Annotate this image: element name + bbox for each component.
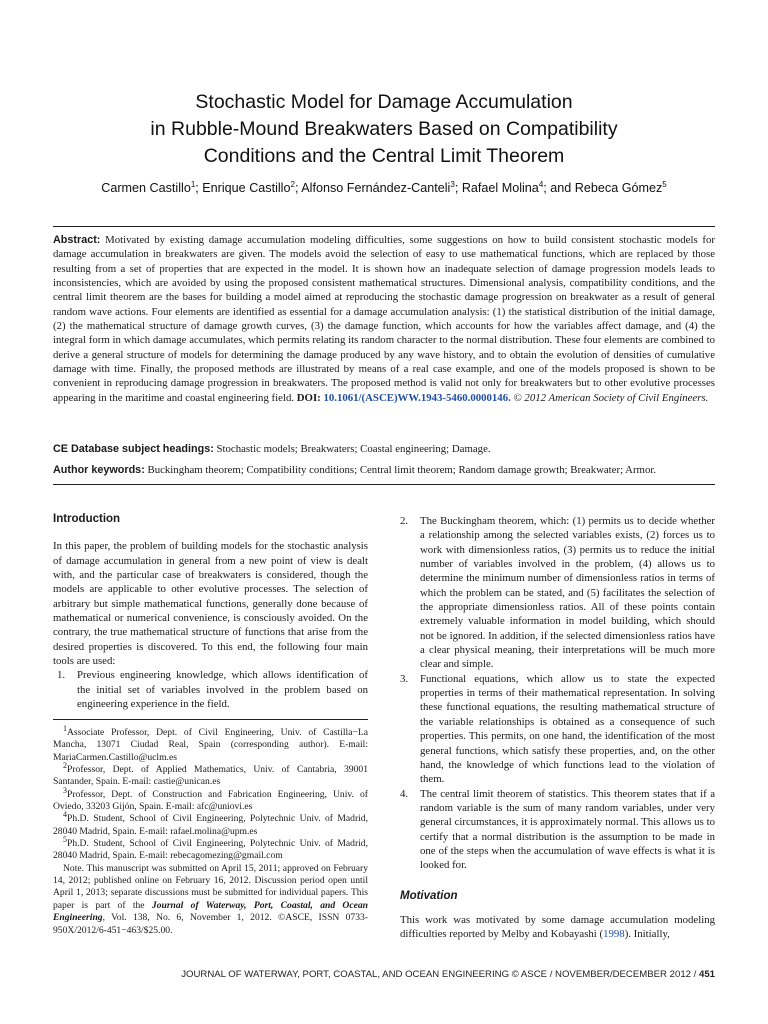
author-affiliation-marker: 3	[450, 179, 455, 189]
author-separator: ;	[294, 181, 302, 195]
list-item	[400, 672, 715, 787]
list-item-text: The Buckingham theorem, which: (1) permits us to decide whether a relationship among the selected variables exists, (2) forces us to work with dimensionless ratios, (3) permits us to reduce the initial number of variables involved in the problem, (4) allows us to determine the minimum number of dimensionless ratios in terms of which the problem can be stated, and (5) facilitates the selection of the appropriate dimensionless ratios. All of these points contain extremely valuable information in model building, which should not be ignored. In addition, if the selected dimensionless ratios have a clear physical meaning, their interpretations will be much more clear and simple.	[420, 515, 715, 671]
footnote-text: Professor, Dept. of Applied Mathematics, Univ. of Cantabria, 39001 Santander, Spain. E-mail: castie@unican.es	[53, 764, 368, 788]
author-separator: ; and	[543, 181, 575, 195]
footnote-marker: 4	[63, 810, 67, 820]
subject-headings-label: CE Database subject headings:	[53, 443, 214, 455]
footnote-marker: 3	[63, 785, 67, 795]
list-item-text: Previous engineering knowledge, which allows identification of the initial set of variables involved in the problem based on engineering experience in the field.	[77, 669, 368, 711]
list-item-number: 2.	[400, 515, 409, 527]
submission-note-rest: , Vol. 138, No. 6, November 1, 2012. ©ASCE, ISSN 0733-950X/2012/6-451−463/$25.00.	[53, 912, 368, 936]
footnote-text: Professor, Dept. of Construction and Fabrication Engineering, Univ. of Oviedo, 33203 Gijón, Spain. E-mail: afc@uniovi.es	[53, 788, 368, 813]
author-name: Enrique Castillo	[202, 181, 291, 195]
author-keywords-label: Author keywords:	[53, 464, 145, 476]
author-keywords	[53, 463, 715, 477]
list-item-number: 3.	[400, 672, 409, 685]
author-name: Carmen Castillo	[101, 181, 191, 195]
footnote-divider	[53, 719, 368, 720]
subject-headings-text: Stochastic models; Breakwaters; Coastal engineering; Damage.	[216, 443, 491, 455]
title-line: Conditions and the Central Limit Theorem	[203, 145, 565, 167]
author-affiliation-marker: 1	[190, 179, 196, 189]
footnote	[53, 810, 368, 838]
doi-link[interactable]: 10.1061/(ASCE)WW.1943-5460.0000146.	[323, 391, 511, 404]
keywords-divider	[53, 484, 715, 485]
footnote-text: Ph.D. Student, School of Civil Engineering, Polytechnic Univ. of Madrid, 28040 Madrid, Spain. E-mail: rafael.molina@upm.es	[53, 813, 368, 837]
left-column	[53, 512, 368, 711]
list-item-text: The central limit theorem of statistics. This theorem states that if a random variable is the sum of many random variables, under very general circumstances, it is approximately normal. This allows us to certify that a normal distribution is the assumption to be made in one of the steps when the accumulation of wave effects is what it is looked for.	[420, 787, 715, 872]
author-affiliation-marker: 5	[662, 179, 667, 189]
author-name: Rebeca Gómez	[574, 181, 663, 195]
footnote-text: Ph.D. Student, School of Civil Engineering, Polytechnic Univ. of Madrid, 28040 Madrid, Spain. E-mail: rebecagomezing@gmail.com	[53, 838, 368, 862]
list-item	[400, 514, 715, 672]
footnote	[53, 760, 368, 789]
motivation-text: This work was motivated by some damage accumulation modeling difficulties reported by Melby and Kobayashi (	[400, 913, 715, 941]
top-divider	[53, 226, 715, 227]
doi-label: DOI:	[296, 391, 321, 404]
right-column	[400, 514, 715, 942]
submission-note	[53, 863, 368, 937]
paper-title	[40, 89, 728, 170]
footer-journal-text: JOURNAL OF WATERWAY, PORT, COASTAL, AND OCEAN ENGINEERING © ASCE / NOVEMBER/DECEMBER 2012 /	[181, 969, 699, 980]
author-separator: ;	[195, 181, 203, 195]
author-separator: ;	[454, 181, 462, 195]
section-heading-introduction: Introduction	[53, 513, 121, 525]
submission-note-text: Note. This manuscript was submitted on April 15, 2011; approved on February 14, 2012; published online on February 16, 2012. Discussion period open until April 1, 2013; separate discussions must be submitted for individual papers. This paper is part of the	[53, 862, 368, 911]
title-line: Stochastic Model for Damage Accumulation	[195, 91, 573, 113]
section-heading-motivation: Motivation	[400, 889, 458, 902]
abstract-text: Motivated by existing damage accumulation modeling difficulties, some suggestions on how to build consistent stochastic models for damage accumulation in breakwaters are given. The models avoid the selection of easy to use mathematical functions, which are replaced by those resulting from a set of properties that are expected in the model. It is shown how an inadequate selection of damage progression models leads to inconsistencies, which are avoided by using the proposed consistent mathematical structures. Dimensional analysis, compatibility conditions, and the central limit theorem are the bases for building a model aimed at reproducing the stochastic damage progression on breakwater as a result of general random wave actions. Four elements are identified as essential for a damage accumulation analysis: (1) the statistical distribution of the initial damage, (2) the mathematical structure of damage growth curves, (3) the damage function, which accounts for how the variables affect damage, and (4) the integral form in which damage accumulates, which permits relating its random character to the normal distribution. These four elements are combined to derive a general structure of models for determining the damage produced by any wave history, and to obtain the evolution of densities of cumulative damage with time. Finally, the proposed methods are illustrated by means of a real case example, and one of the models proposed is shown to be convenient in reproducing damage progression in breakwaters. The proposed method is valid not only for breakwaters but to other evolutive processes appearing in the maritime and coastal engineering field.	[53, 234, 715, 404]
footnote-marker: 5	[63, 834, 67, 844]
list-item-number: 1.	[57, 669, 66, 682]
copyright-notice: © 2012 American Society of Civil Engineers.	[513, 391, 709, 404]
author-name: Rafael Molina	[461, 181, 539, 195]
abstract	[53, 233, 715, 405]
footnote-marker: 2	[63, 760, 67, 770]
journal-name: Journal of Waterway, Port, Coastal, and Ocean Engineering	[53, 899, 369, 924]
author-affiliation-marker: 4	[538, 179, 544, 189]
page-footer	[181, 969, 715, 980]
introduction-paragraph: In this paper, the problem of building models for the stochastic analysis of damage accumulation in general from a new point of view is dealt with, and the particular case of breakwaters is considered, though the models are applicable to other evolutive processes. The selection of arbitrary but simple mathematical functions, generally done because of mathematical or numerical convenience, is consciously avoided. On the contrary, the true mathematical structure of functions that arise from the desired properties is discovered. To this end, the following four main tools are used:	[53, 540, 368, 668]
list-item	[57, 668, 368, 711]
footnote	[53, 785, 368, 814]
page-number: 451	[698, 969, 715, 980]
footnote-text: Associate Professor, Dept. of Civil Engineering, Univ. of Castilla−La Mancha, 13071 Ciudad Real, Spain (corresponding author). E-mail: MariaCarmen.Castillo@uclm.es	[53, 727, 368, 763]
footnote-marker: 1	[63, 723, 67, 733]
author-name: Alfonso Fernández-Canteli	[301, 181, 451, 195]
author-keywords-text: Buckingham theorem; Compatibility conditions; Central limit theorem; Random damage growth; Breakwater; Armor.	[147, 464, 657, 476]
footnote	[53, 723, 368, 764]
citation-link[interactable]: 1998	[603, 928, 625, 941]
motivation-text-end: ). Initially,	[624, 928, 670, 941]
author-affiliation-marker: 2	[290, 179, 295, 189]
list-item-number: 4.	[400, 787, 409, 800]
author-list	[40, 181, 728, 195]
abstract-label: Abstract:	[53, 234, 101, 246]
footnotes	[53, 723, 369, 937]
list-item	[400, 787, 715, 873]
title-line: in Rubble-Mound Breakwaters Based on Compatibility	[150, 118, 618, 140]
list-item-text: Functional equations, which allow us to state the expected properties in terms of their mathematical representation. In solving these functional equations, the resulting mathematical structure of the variable relationships is obtained as a consequence of such properties. This permits, on one hand, the identification of the most general functions, which satisfy these properties, and, on the other hand, the knowledge of which functions lead to the violation of them.	[420, 672, 715, 786]
footnote	[53, 834, 368, 863]
subject-headings	[53, 442, 715, 456]
motivation-paragraph	[400, 913, 715, 942]
